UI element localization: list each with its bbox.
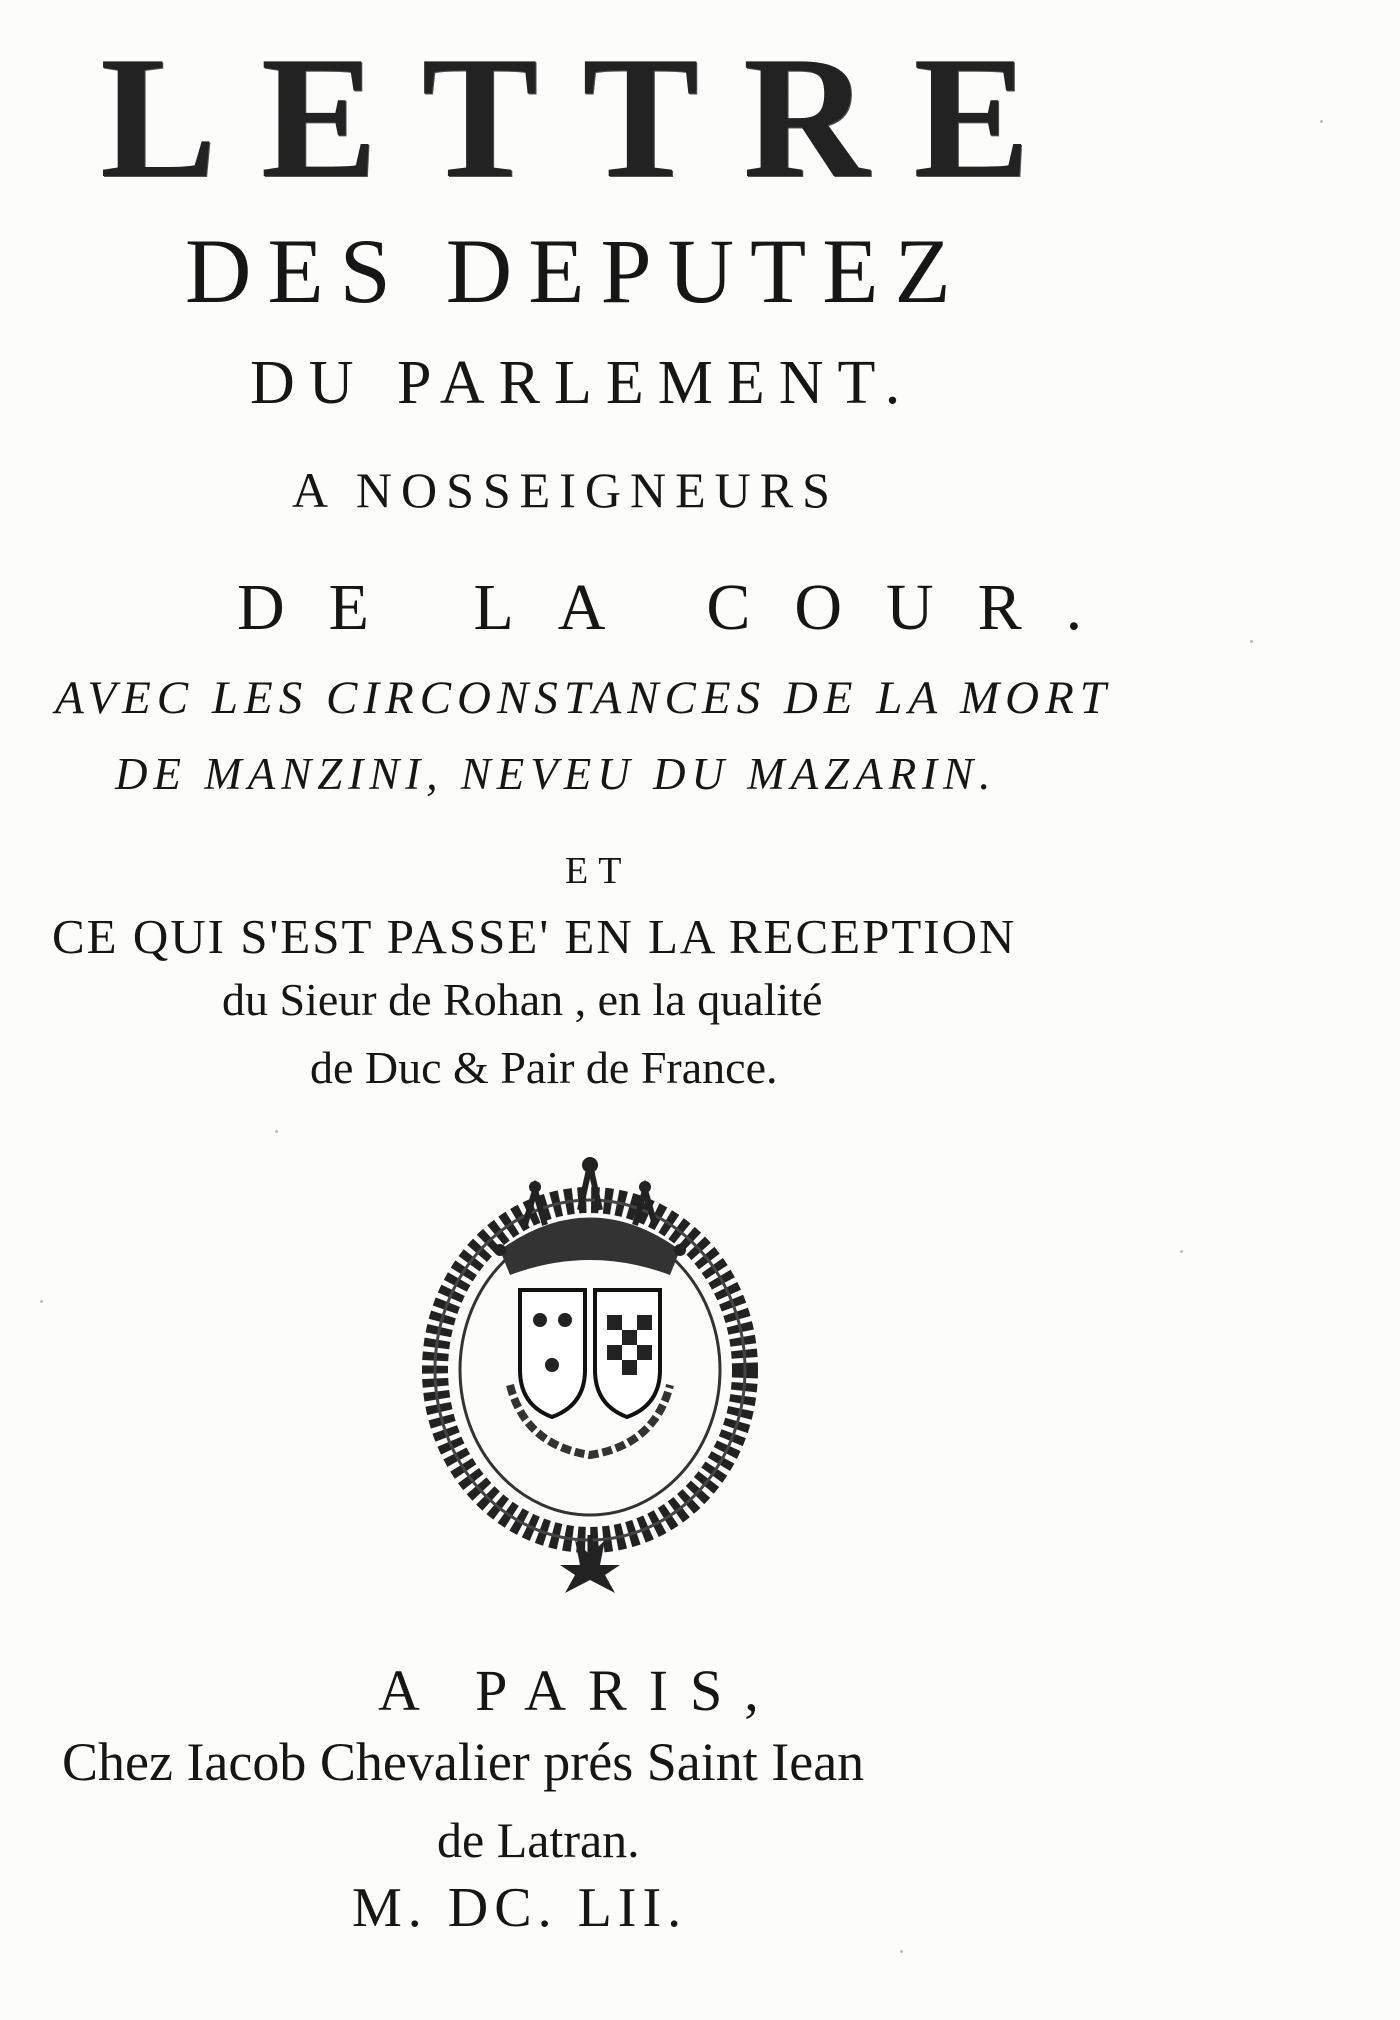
page-title: LETTRE [100,20,1074,214]
royal-arms-seal-icon [415,1155,770,1595]
imprint-place: A PARIS, [378,1658,781,1723]
scan-speck [275,1130,278,1133]
title-line-addressees: A NOSSEIGNEURS [292,462,839,518]
subtitle-line-rohan: du Sieur de Rohan , en la qualité [222,974,823,1025]
imprint-printer-continued: de Latran. [437,1812,640,1868]
title-line-deputies: DES DEPUTEZ [185,220,967,322]
scan-speck [1320,120,1323,123]
title-line-court: DE LA COUR. [237,571,1127,644]
subtitle-line-reception: CE QUI S'EST PASSE' EN LA RECEPTION [52,909,1017,964]
scan-speck [40,1300,43,1303]
subtitle-conjunction: ET [565,850,632,892]
scan-speck [900,1950,903,1953]
imprint-date: M. DC. LII. [352,1877,688,1939]
scan-speck [1250,640,1253,643]
imprint-printer: Chez Iacob Chevalier prés Saint Iean [62,1732,865,1792]
subtitle-line-duke: de Duc & Pair de France. [310,1042,778,1093]
scan-speck [1180,1250,1183,1253]
subtitle-line-circumstances: AVEC LES CIRCONSTANCES DE LA MORT [55,672,1112,724]
title-line-parliament: DU PARLEMENT. [250,349,915,417]
subtitle-line-manzini: DE MANZINI, NEVEU DU MAZARIN. [115,749,997,799]
